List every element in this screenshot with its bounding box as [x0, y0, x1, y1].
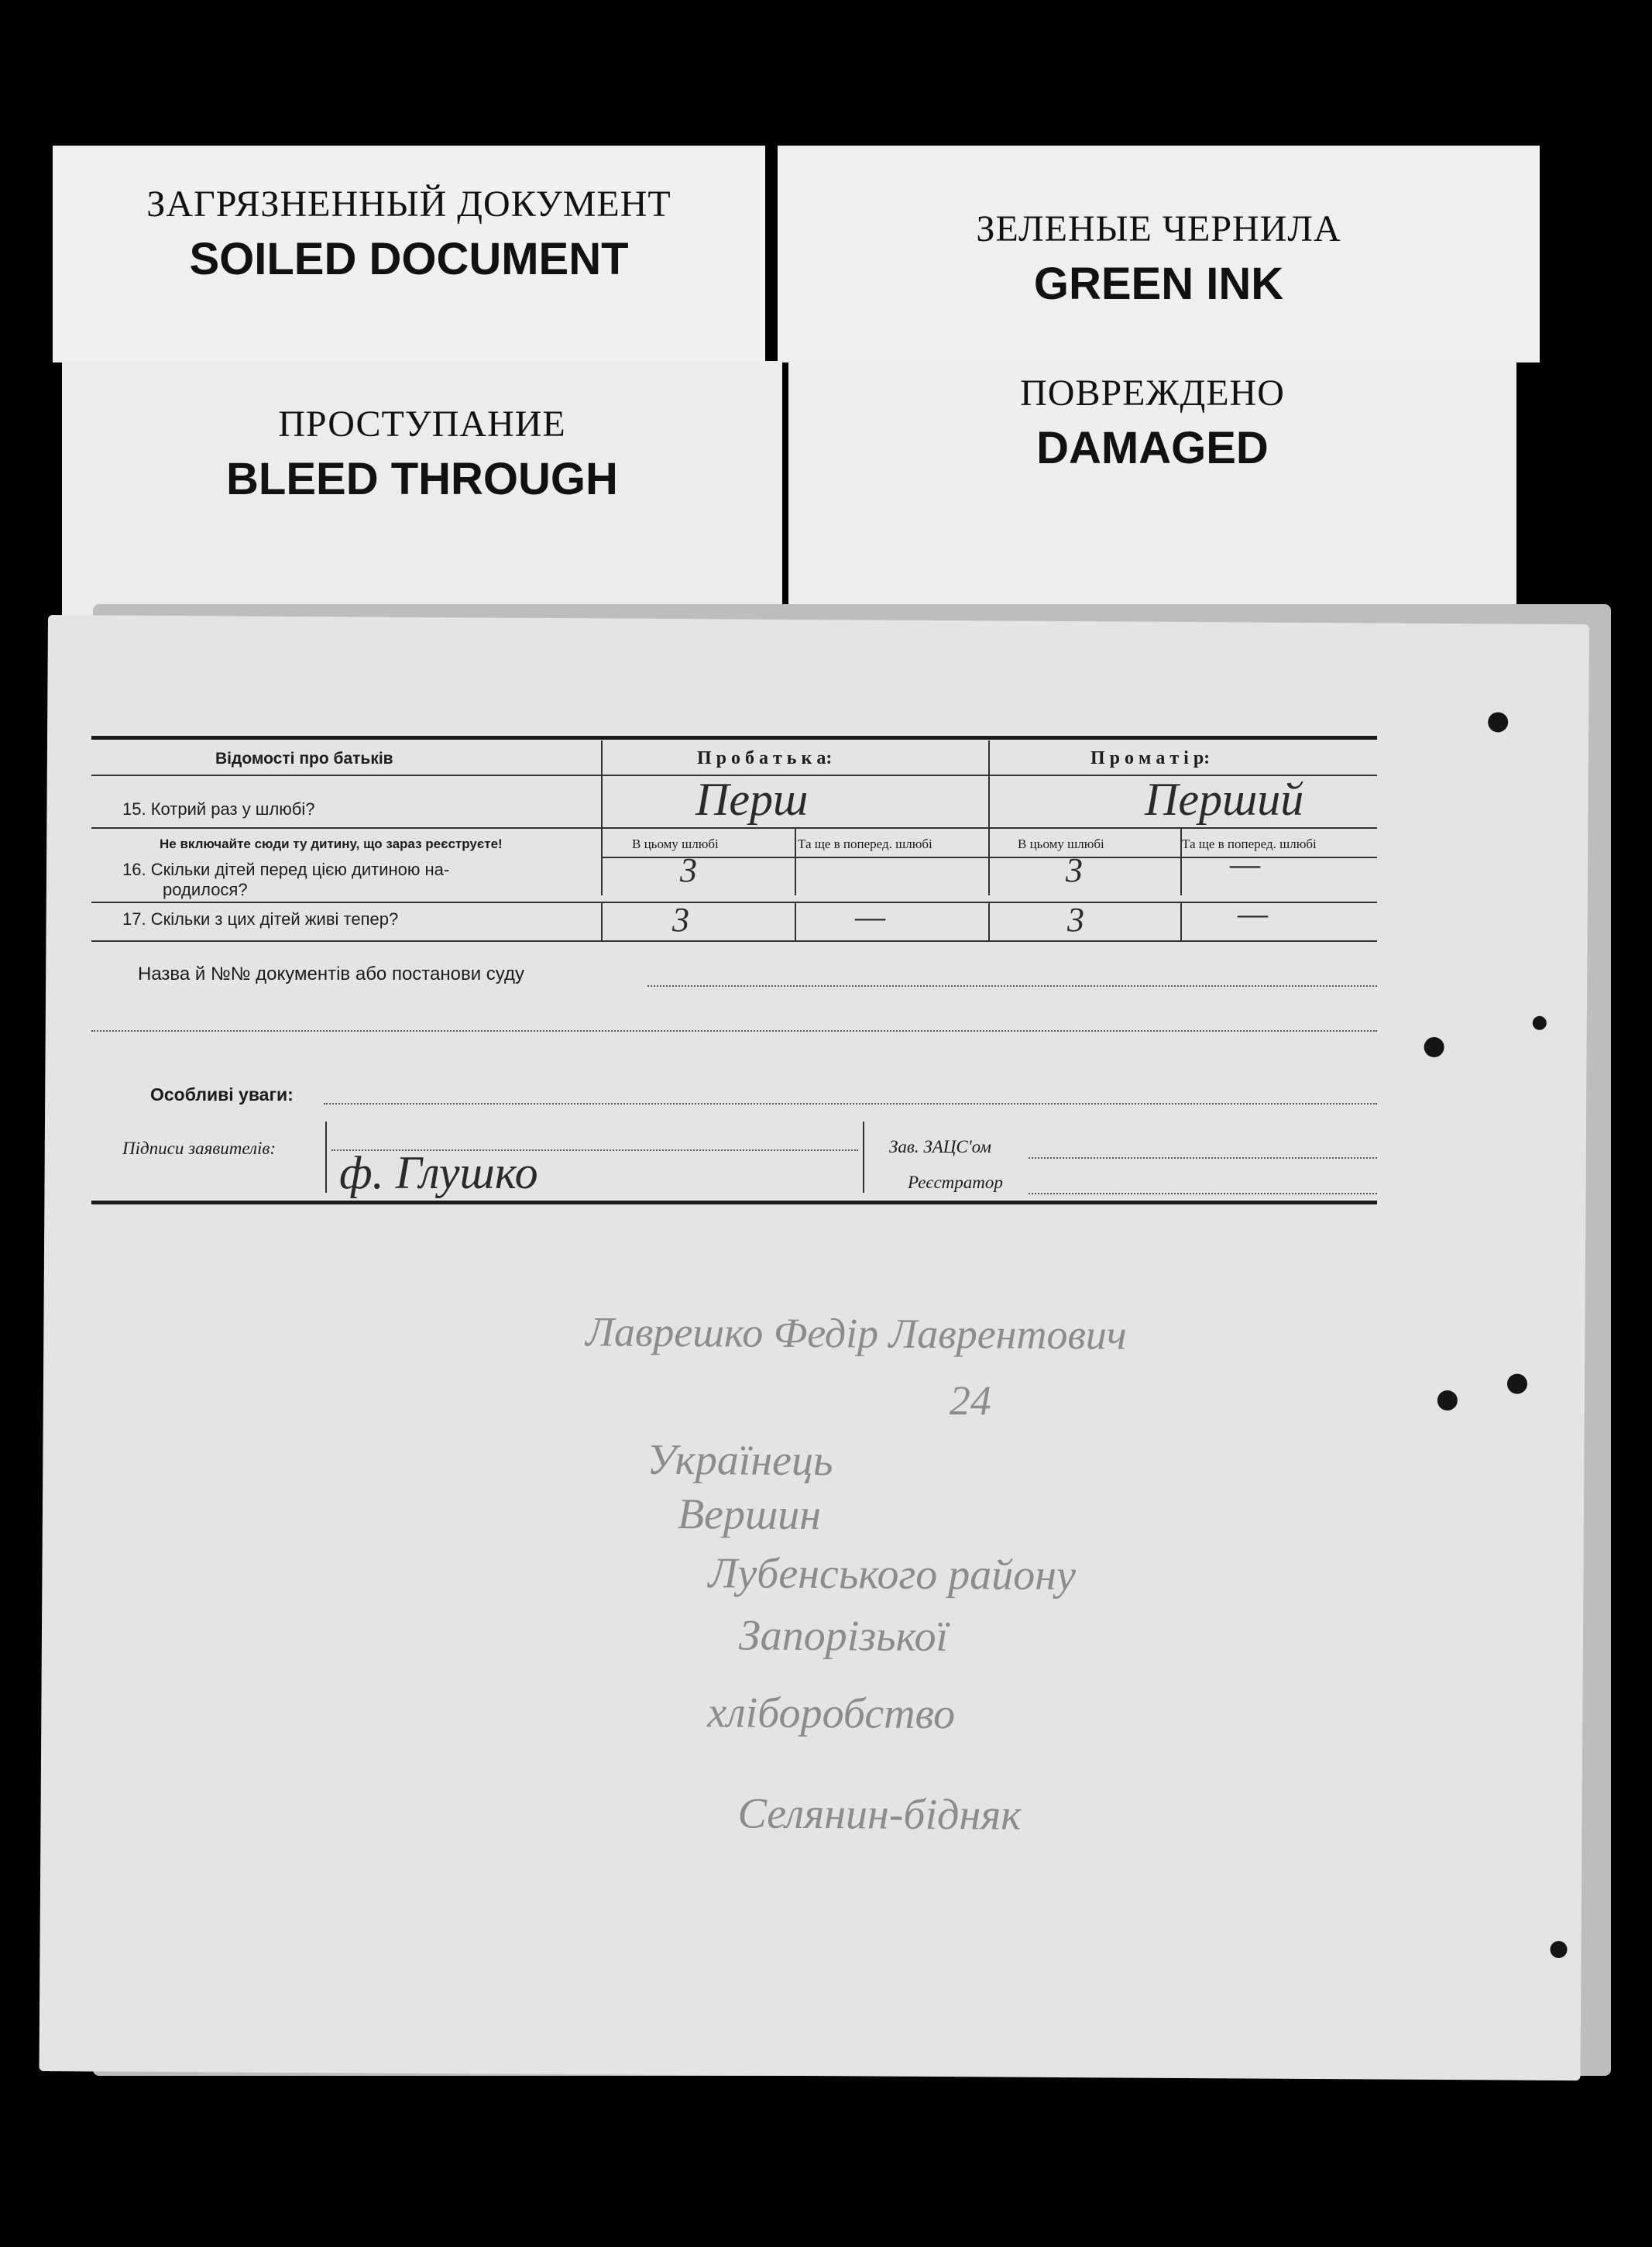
head-fill-line	[1029, 1157, 1377, 1159]
documents-fill-line	[647, 985, 1377, 987]
registrar-fill-line	[1029, 1193, 1377, 1194]
q17-rule	[91, 940, 1377, 942]
damaged-label-en: DAMAGED	[1036, 423, 1269, 473]
q17-mother-previous: —	[1238, 895, 1269, 933]
bleed-line-2: 24	[949, 1377, 992, 1424]
bleed-line-8: Селянин-бідняк	[737, 1789, 1022, 1840]
top-rule	[91, 736, 1377, 740]
q17-father-current: 3	[672, 901, 689, 939]
subcol-divider	[1180, 829, 1182, 895]
exclude-note: Не включайте сюди ту дитину, що зараз реєструєте!	[160, 837, 503, 851]
subcol-divider	[795, 829, 796, 895]
punch-hole	[1437, 1390, 1458, 1410]
signature-value: ф. Глушко	[339, 1147, 538, 1198]
bleed-line-4: Вершин	[677, 1489, 822, 1540]
q16-label-line1: 16. Скільки дітей перед цією дитиною на-	[122, 860, 450, 879]
father-column-header: П р о б а т ь к а:	[697, 748, 833, 768]
green-label-ru: ЗЕЛЕНЫЕ ЧЕРНИЛА	[976, 208, 1341, 249]
documents-fill-line	[91, 1030, 1377, 1032]
head-label: Зав. ЗАЦС'ом	[889, 1137, 991, 1156]
bleed-line-1: Лаврешко Федір Лаврентович	[586, 1308, 1127, 1359]
soiled-document-label	[53, 146, 765, 362]
q16-father-current: 3	[680, 851, 697, 889]
damaged-label-ru: ПОВРЕЖДЕНО	[1020, 373, 1285, 414]
signature-bracket	[863, 1122, 864, 1193]
q15-father-answer: Перш	[695, 774, 809, 825]
father-previous-marriage-col: Та ще в поперед. шлюбі	[798, 837, 932, 851]
soiled-label-en: SOILED DOCUMENT	[189, 234, 629, 284]
q17-mother-current: 3	[1067, 901, 1084, 939]
column-divider	[988, 740, 990, 895]
column-divider	[601, 740, 603, 895]
green-label-en: GREEN INK	[1033, 259, 1284, 309]
column-divider	[988, 902, 990, 940]
column-divider	[795, 902, 796, 940]
q15-mother-answer: Перший	[1145, 774, 1304, 825]
registration-form-sheet	[39, 615, 1589, 2080]
punch-hole	[1507, 1374, 1527, 1394]
registrar-label: Реєстратор	[908, 1173, 1003, 1192]
q16-mother-previous: —	[1230, 845, 1261, 883]
green-ink-label	[778, 146, 1540, 362]
documents-label: Назва й №№ документів або постанови суду	[138, 964, 524, 984]
remarks-fill-line	[324, 1103, 1377, 1105]
q15-rule	[91, 827, 1377, 829]
signatures-label: Підписи заявителів:	[122, 1139, 276, 1158]
signature-bracket	[325, 1122, 327, 1193]
q17-father-previous: —	[855, 898, 886, 936]
bottom-rule	[91, 1201, 1377, 1204]
punch-hole	[1488, 712, 1508, 732]
mother-column-header: П р о м а т і р:	[1090, 748, 1211, 768]
column-divider	[601, 902, 603, 940]
q16-mother-current: 3	[1066, 851, 1083, 889]
bleed-line-7: хліборобство	[707, 1689, 956, 1739]
bleed-label-ru: ПРОСТУПАНИЕ	[278, 404, 566, 445]
column-divider	[1180, 902, 1182, 940]
damaged-label	[788, 361, 1516, 617]
q15-label: 15. Котрий раз у шлюбі?	[122, 799, 315, 819]
parents-info-header: Відомості про батьків	[215, 750, 393, 768]
soiled-label-ru: ЗАГРЯЗНЕННЫЙ ДОКУМЕНТ	[146, 184, 671, 225]
father-current-marriage-col: В цьому шлюбі	[632, 837, 719, 851]
bleed-label-en: BLEED THROUGH	[226, 454, 618, 504]
bleed-line-5: Лубенського району	[708, 1549, 1077, 1600]
punch-hole	[1533, 1016, 1547, 1030]
remarks-label: Особливі уваги:	[150, 1084, 294, 1105]
bleed-line-6: Запорізької	[738, 1611, 949, 1661]
bleed-line-3: Українець	[647, 1435, 833, 1486]
bleed-through-label	[62, 361, 782, 617]
mother-current-marriage-col: В цьому шлюбі	[1018, 837, 1104, 851]
punch-hole	[1424, 1037, 1444, 1057]
q17-label: 17. Скільки з цих дітей живі тепер?	[122, 909, 399, 929]
q16-rule	[91, 902, 1377, 903]
subcol-rule	[601, 857, 1377, 858]
q16-label-line2: родилося?	[163, 880, 248, 899]
mother-previous-marriage-col: Та ще в поперед. шлюбі	[1182, 837, 1317, 851]
punch-hole	[1550, 1941, 1567, 1958]
